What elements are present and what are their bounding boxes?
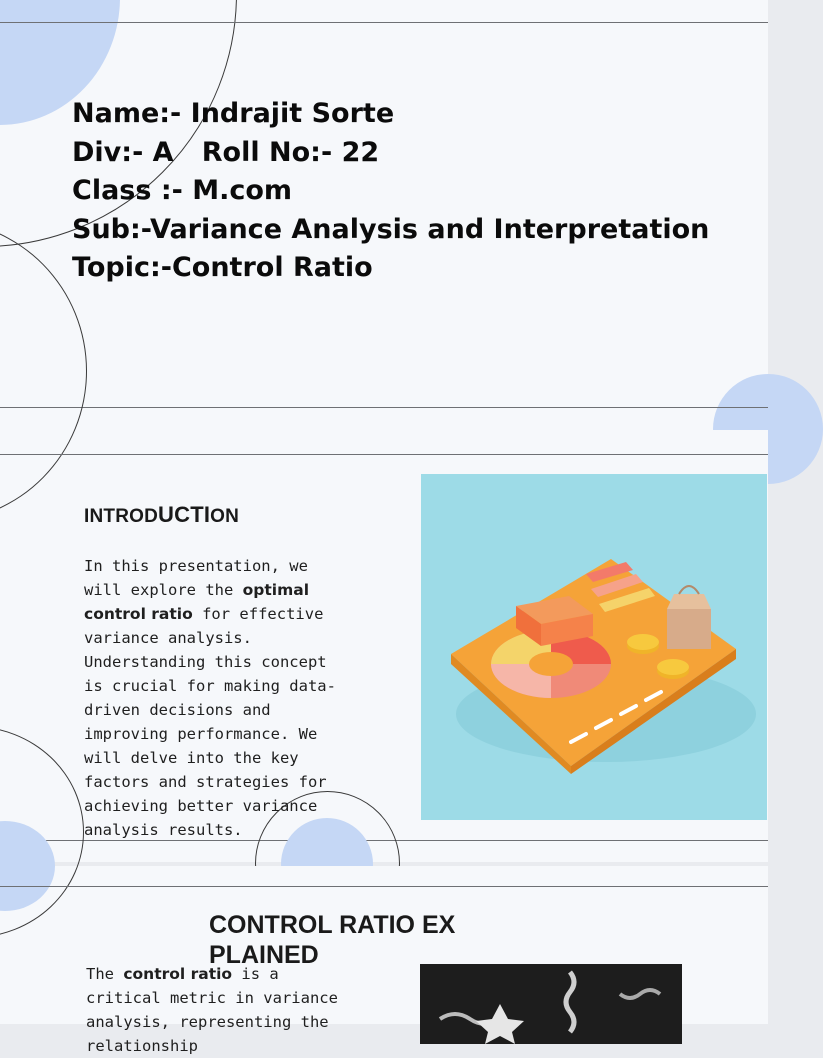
intro-text-bold: optimal control ratio xyxy=(84,581,310,623)
div-roll-line: Div:- A Roll No:- 22 xyxy=(72,136,380,168)
intro-text-end: for effective variance analysis. Understanding this concept is crucial for making data-driven decisions and improving performance. We will delve into the key factors and strategies for achieving better variance analysis results. xyxy=(84,605,336,839)
section-title xyxy=(84,502,239,528)
title-part-2: UCTI xyxy=(158,502,211,527)
slide-title xyxy=(0,0,768,430)
divider-top xyxy=(0,22,768,23)
section-title: CONTROL RATIO EX PLAINED xyxy=(209,911,456,969)
divider-top xyxy=(0,454,768,455)
streamers-svg xyxy=(420,964,682,1044)
control-ratio-paragraph xyxy=(86,962,356,1058)
divider-bottom xyxy=(0,407,768,408)
pie-chart-illustration-svg xyxy=(421,474,767,820)
pie-chart-tray-illustration-icon xyxy=(421,474,767,820)
paragraph-text-start: The xyxy=(86,965,124,983)
title-part-3: ON xyxy=(210,506,240,527)
slide-introduction xyxy=(0,430,768,862)
divider-top xyxy=(0,886,768,887)
slide-control-ratio xyxy=(0,866,768,1055)
intro-text-start: In this presentation, we will explore the xyxy=(84,557,308,599)
class-line: Class :- M.com xyxy=(72,175,293,206)
student-info xyxy=(72,95,709,288)
title-part-1: INTROD xyxy=(84,506,159,527)
party-streamers-photo-icon xyxy=(420,964,682,1044)
topic-line: Topic:-Control Ratio xyxy=(72,252,373,283)
paragraph-text-bold: control ratio xyxy=(123,965,233,983)
intro-paragraph xyxy=(84,554,354,842)
subject-line: Sub:-Variance Analysis and Interpretation xyxy=(72,213,710,245)
name-line: Name:- Indrajit Sorte xyxy=(72,98,395,129)
paragraph-text-end: is a critical metric in variance analysis, representing the relationship xyxy=(86,965,338,1055)
